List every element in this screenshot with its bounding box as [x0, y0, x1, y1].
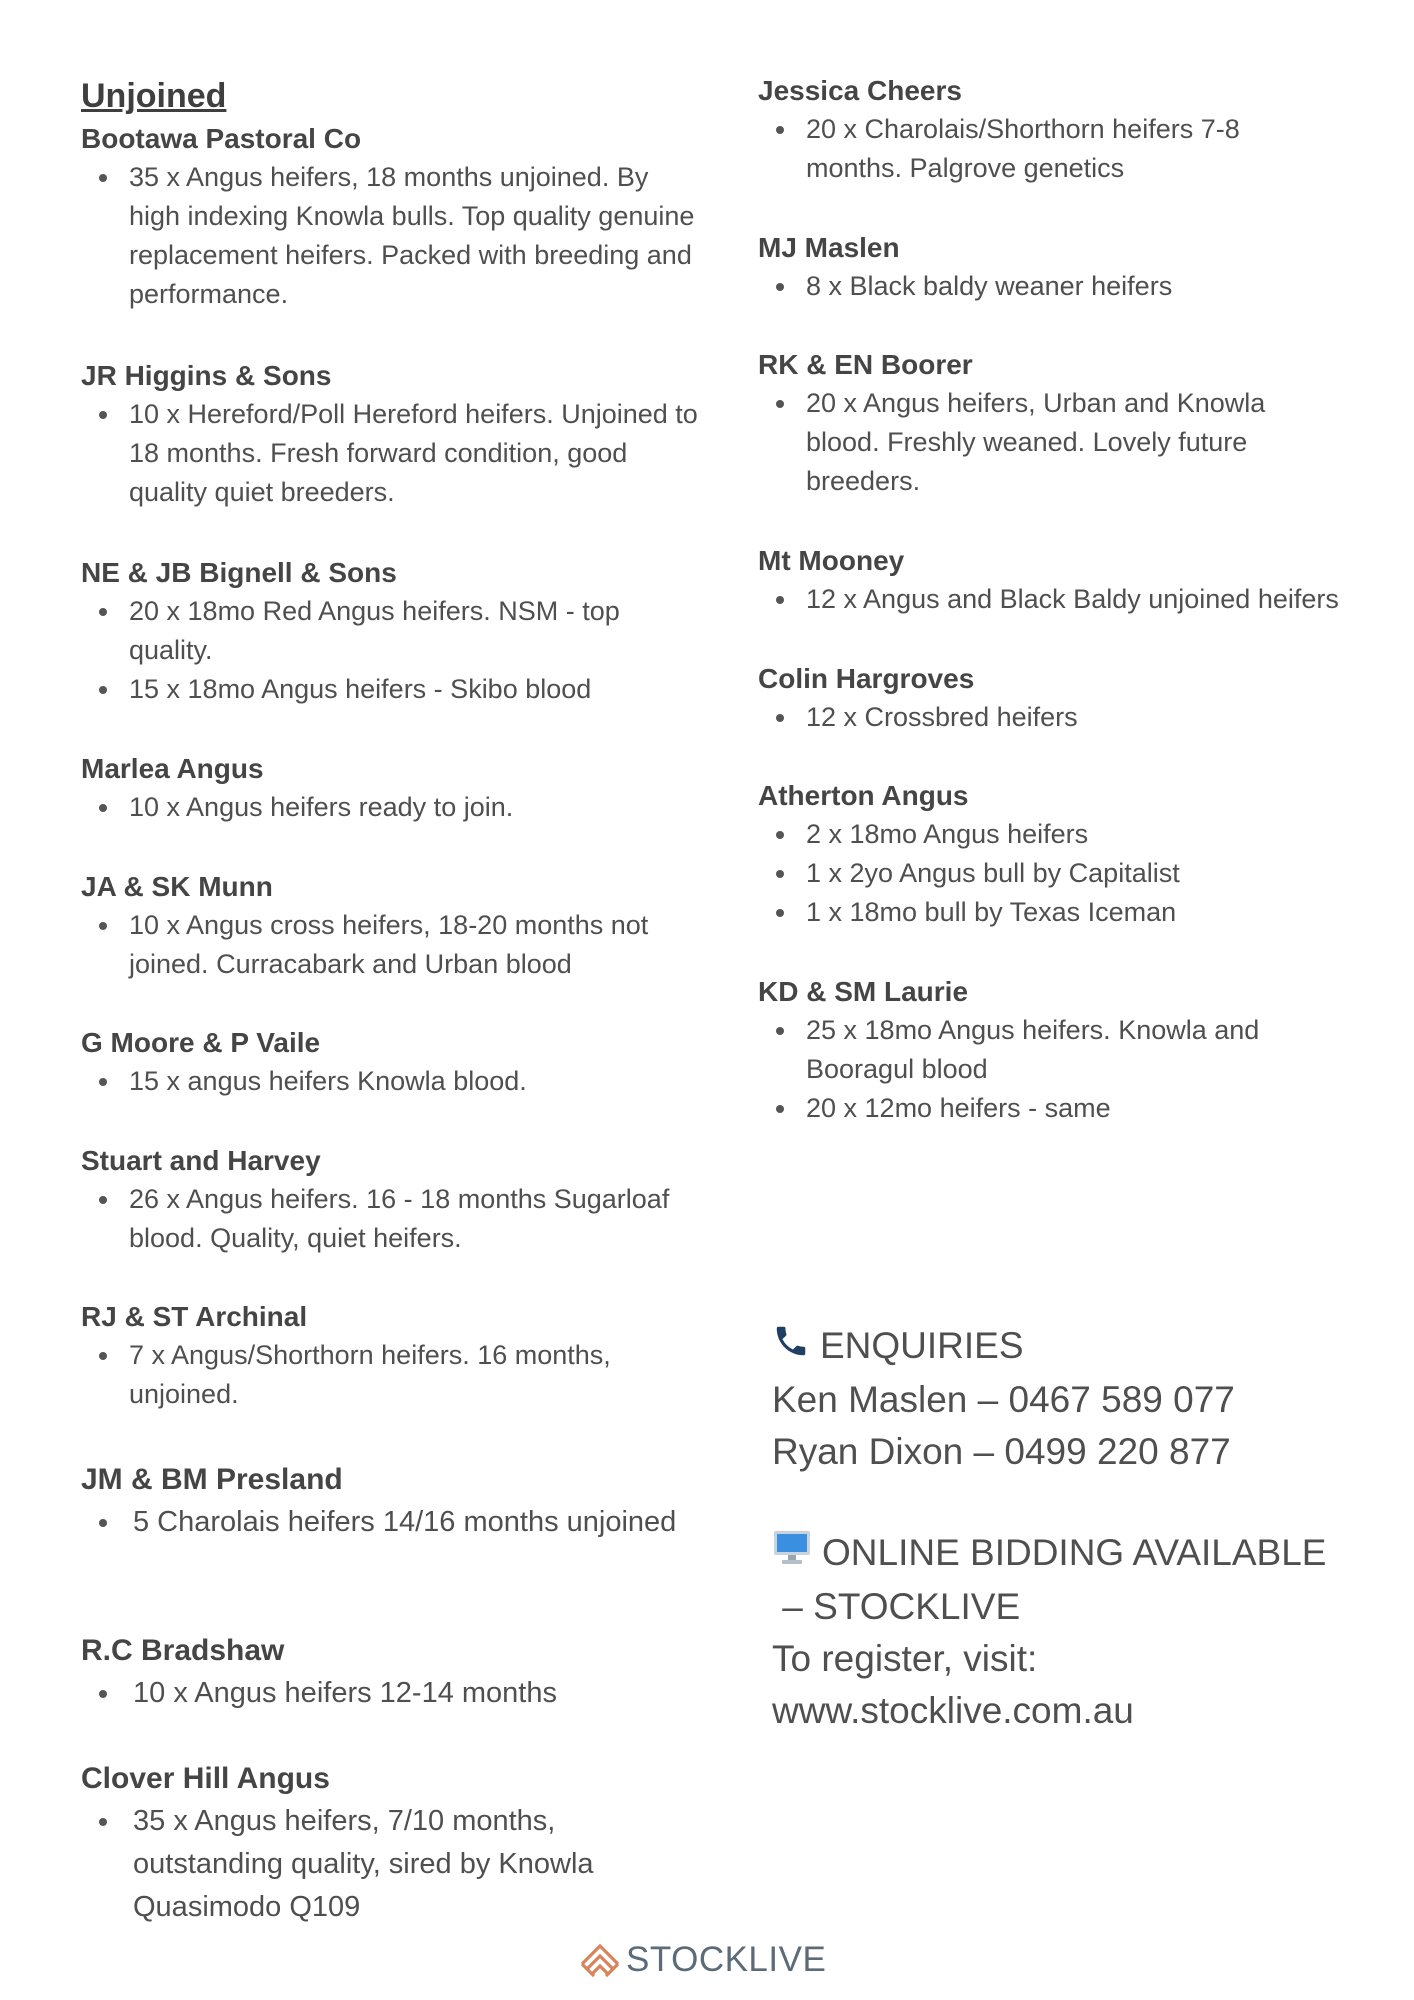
listing-entry	[81, 1024, 701, 1101]
listing-entry	[758, 777, 1358, 932]
computer-icon	[772, 1529, 812, 1581]
listing-entry	[81, 1459, 701, 1544]
seller-name: Clover Hill Angus	[81, 1762, 330, 1795]
seller-name: Atherton Angus	[758, 780, 969, 811]
listing-entry	[758, 229, 1358, 306]
section-title: Unjoined	[81, 77, 227, 115]
online-bidding-block	[772, 1527, 1326, 1737]
lot-item: 20 x Angus heifers, Urban and Knowla blood. Freshly weaned. Lovely future breeders.	[758, 384, 1318, 501]
enquiries-block	[772, 1320, 1235, 1478]
seller-name: JR Higgins & Sons	[81, 360, 332, 391]
seller-name: JM & BM Presland	[81, 1463, 343, 1496]
seller-name: RK & EN Boorer	[758, 349, 973, 380]
listing-entry	[758, 660, 1358, 737]
phone-icon	[772, 1322, 810, 1374]
seller-name: Bootawa Pastoral Co	[81, 123, 362, 154]
online-heading-line2: – STOCKLIVE	[772, 1586, 1021, 1628]
lot-item: 20 x 12mo heifers - same	[758, 1089, 1318, 1128]
contact-line: Ryan Dixon – 0499 220 877	[772, 1431, 1231, 1473]
seller-name: Marlea Angus	[81, 753, 264, 784]
register-line: To register, visit:	[772, 1638, 1038, 1680]
contact-line: Ken Maslen – 0467 589 077	[772, 1379, 1235, 1421]
logo-mark-icon	[578, 1936, 622, 1985]
listing-entry	[81, 1758, 701, 1929]
lot-item: 26 x Angus heifers. 16 - 18 months Sugarloaf blood. Quality, quiet heifers.	[81, 1180, 701, 1258]
seller-name: NE & JB Bignell & Sons	[81, 557, 397, 588]
listing-entry	[81, 120, 701, 314]
lot-item: 10 x Hereford/Poll Hereford heifers. Unjoined to 18 months. Fresh forward condition, good quality quiet breeders.	[81, 395, 701, 512]
lot-item: 12 x Angus and Black Baldy unjoined heifers	[758, 580, 1398, 619]
logo-text: STOCKLIVE	[626, 1940, 827, 1979]
seller-name: Mt Mooney	[758, 545, 905, 576]
online-heading-line1: ONLINE BIDDING AVAILABLE	[822, 1532, 1327, 1573]
listing-entry	[758, 542, 1398, 619]
seller-name: R.C Bradshaw	[81, 1634, 285, 1667]
enquiries-heading: ENQUIRIES	[820, 1325, 1024, 1366]
lot-item: 15 x 18mo Angus heifers - Skibo blood	[81, 670, 701, 709]
lot-item: 5 Charolais heifers 14/16 months unjoined	[81, 1501, 701, 1544]
listing-entry	[81, 1630, 701, 1715]
lot-item: 2 x 18mo Angus heifers	[758, 815, 1358, 854]
seller-name: JA & SK Munn	[81, 871, 273, 902]
lot-item: 8 x Black baldy weaner heifers	[758, 267, 1358, 306]
lot-item: 10 x Angus heifers ready to join.	[81, 788, 701, 827]
listing-entry	[81, 1298, 701, 1414]
lot-item: 1 x 18mo bull by Texas Iceman	[758, 893, 1358, 932]
stocklive-logo	[578, 1934, 826, 1986]
listing-entry	[81, 554, 701, 709]
listing-entry	[758, 346, 1318, 501]
lot-item: 7 x Angus/Shorthorn heifers. 16 months, unjoined.	[81, 1336, 701, 1414]
lot-item: 1 x 2yo Angus bull by Capitalist	[758, 854, 1358, 893]
listing-entry	[81, 1142, 701, 1258]
seller-name: G Moore & P Vaile	[81, 1027, 321, 1058]
lot-item: 20 x Charolais/Shorthorn heifers 7-8 months. Palgrove genetics	[758, 110, 1318, 188]
listing-entry	[81, 357, 701, 512]
lot-item: 10 x Angus heifers 12-14 months	[81, 1672, 701, 1715]
website-link[interactable]: www.stocklive.com.au	[772, 1690, 1134, 1732]
lot-item: 35 x Angus heifers, 18 months unjoined. By high indexing Knowla bulls. Top quality genuine replacement heifers. Packed with breeding and performance.	[81, 158, 701, 314]
lot-item: 10 x Angus cross heifers, 18-20 months not joined. Curracabark and Urban blood	[81, 906, 701, 984]
listing-entry	[758, 72, 1318, 188]
listing-entry	[81, 750, 701, 827]
seller-name: Jessica Cheers	[758, 75, 962, 106]
lot-item: 12 x Crossbred heifers	[758, 698, 1358, 737]
lot-item: 35 x Angus heifers, 7/10 months, outstanding quality, sired by Knowla Quasimodo Q109	[81, 1800, 701, 1929]
listing-entry	[758, 973, 1318, 1128]
listing-entry	[81, 868, 701, 984]
seller-name: Colin Hargroves	[758, 663, 975, 694]
seller-name: RJ & ST Archinal	[81, 1301, 308, 1332]
lot-item: 20 x 18mo Red Angus heifers. NSM - top quality.	[81, 592, 701, 670]
seller-name: MJ Maslen	[758, 232, 900, 263]
seller-name: KD & SM Laurie	[758, 976, 969, 1007]
lot-item: 25 x 18mo Angus heifers. Knowla and Booragul blood	[758, 1011, 1318, 1089]
seller-name: Stuart and Harvey	[81, 1145, 321, 1176]
lot-item: 15 x angus heifers Knowla blood.	[81, 1062, 701, 1101]
